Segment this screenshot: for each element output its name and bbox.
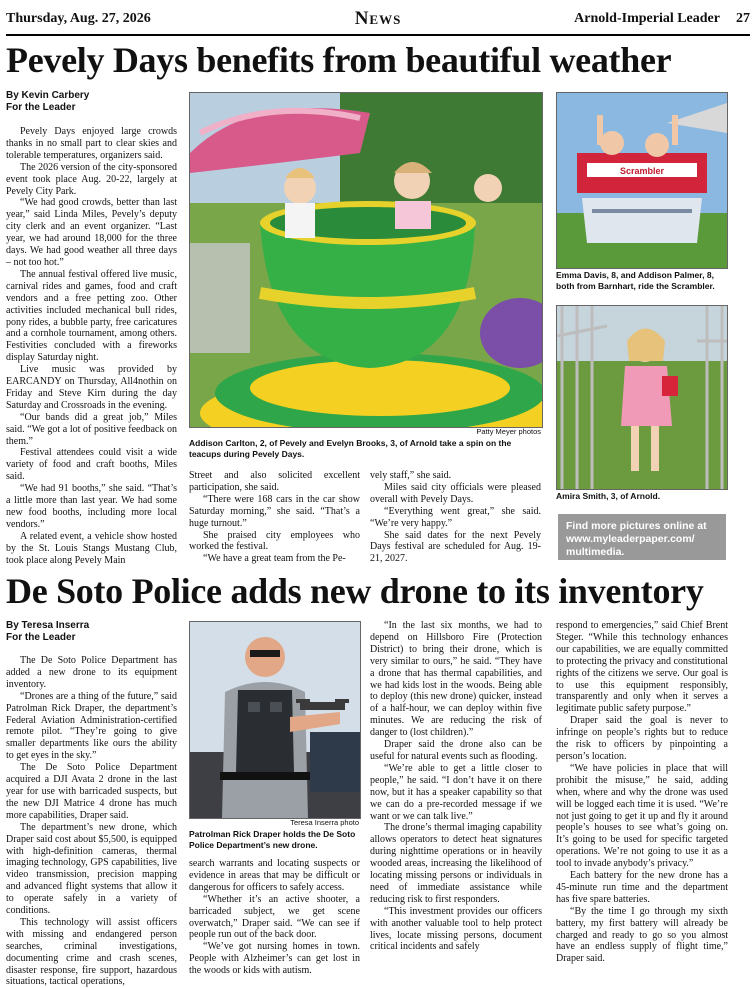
paragraph: She praised city employees who worked the festival. [189, 529, 360, 553]
byline-org: For the Leader [6, 102, 76, 113]
paper-name: Arnold-Imperial Leader [574, 11, 720, 26]
photo-credit: Teresa Inserra photo [290, 818, 359, 827]
story1-column-1 [6, 126, 177, 567]
paragraph: The De Soto Police Department acquired a DJI Avata 2 drone in the last year for use with barricaded suspects, but the new DJI Matrice 4 drone has much more capabilities, Draper said. [6, 762, 177, 821]
drone-photo [189, 621, 361, 819]
paragraph: “We have policies in place that will prohibit the misuse,” he said, adding when, where and why the drone was used will be logged each time it is used. “We’re not just going to get it up and fly it around people’s houses to see what’s going on. It’s going to be used for specific targeted operations. We’re not going to use it as a tool to invade anybody’s privacy.” [556, 762, 728, 870]
paragraph: Miles said city officials were pleased overall with Pevely Days. [370, 481, 541, 505]
story1-column-3 [370, 470, 541, 565]
story1-byline [6, 90, 182, 114]
paragraph: “We had 91 booths,” she said. “That’s a little more than last year. We had some new food booths, including more local vendors.” [6, 483, 177, 530]
page-header [6, 0, 750, 36]
more-pictures-promo[interactable]: Find more pictures online at www.myleaderpaper.com/ multimedia. [558, 514, 726, 560]
paragraph: “We’re able to get a little closer to people,” he said. “I don’t have it on there now, but it has a speaker capability so that we can do a pre-recorded message if we want or we can talk live.” [370, 762, 542, 822]
byline-name: By Kevin Carbery [6, 90, 90, 101]
section-name: News [354, 8, 402, 29]
girl-photo [556, 305, 728, 490]
paragraph: “Whether it’s an active shooter, a barricaded subject, we get scene overwatch,” Draper said. “We can see if people run out of the back door. [189, 893, 360, 941]
paragraph: vely staff,” she said. [370, 470, 452, 481]
scrambler-photo [556, 92, 728, 269]
paragraph: A related event, a vehicle show hosted by the St. Louis Stangs Mustang Club, took place along Pevely Main [6, 530, 177, 566]
teacup-photo [189, 92, 543, 428]
paragraph: “We’ve got nursing homes in town. People with Alzheimer’s can get lost in the woods or kids with autism. [189, 941, 360, 977]
paragraph: The 2026 version of the city-sponsored event took place Aug. 20-22, largely at Pevely City Park. [6, 161, 177, 197]
paragraph: “Everything went great,” she said. “We’re very happy.” [370, 505, 541, 529]
paragraph: Draper said the drone also can be useful for natural events such as flooding. [370, 739, 542, 762]
paragraph: Festival attendees could visit a wide variety of food and craft booths, Miles said. [6, 447, 177, 483]
paragraph: “We have a great team from the Pe- [203, 553, 346, 565]
story2-column-2 [189, 858, 360, 977]
story2-byline [6, 620, 182, 644]
story2-headline: De Soto Police adds new drone to its inventory [6, 571, 704, 611]
photo-caption: Patrolman Rick Draper holds the De Soto Police Department’s new drone. [189, 829, 356, 850]
scrambler-illustration [557, 93, 727, 268]
paragraph: “Drones are a thing of the future,” said Patrolman Rick Draper, the department’s Federal Aviation Administration-certified remote pilot. “They’re going to give smaller departments like ours the ability to get eyes in the sky.” [6, 690, 177, 762]
story2-column-3 [370, 620, 542, 953]
paragraph: She said dates for the next Pevely Days festival are scheduled for Aug. 19-21, 2027. [370, 529, 541, 565]
paragraph: Pevely Days enjoyed large crowds thanks in no small part to clear skies and tolerable temperatures, organizers said. [6, 126, 177, 161]
photo-caption: Amira Smith, 3, of Arnold. [556, 491, 661, 501]
paragraph: respond to emergencies,” said Chief Brent Steger. “While this technology enhances our capabilities, we are equally committed to protecting the privacy and constitutional rights of the citizens we serve. Our goal is to use this equipment responsibly, transparently and only when it serves a legitimate public safety purpose.” [556, 620, 728, 715]
paragraph: The annual festival offered live music, carnival rides and games, food and craft vendors and a free petting zoo. Other activities included mechanical bull rides, pony rides, a bubble party, free caricatures and a cornhole tournament, among others. Festivities concluded with a fireworks display Saturday night. [6, 268, 177, 364]
byline-name: By Teresa Inserra [6, 620, 90, 631]
story1-column-2 [189, 470, 360, 565]
paragraph: Draper said the goal is never to infringe on people’s rights but to reduce the risk to officers by pinpointing a person’s location. [556, 715, 728, 762]
paragraph: “This investment provides our officers with another valuable tool to help protect lives, locate missing persons, document critical incidents and safely [370, 905, 542, 953]
girl-illustration [557, 306, 727, 489]
paragraph: “By the time I go through my sixth battery, my first battery will already be charged and ready to go so you almost have an endless supply of flight time,” Draper said. [556, 905, 728, 965]
photo-credit: Patty Meyer photos [476, 427, 541, 436]
page-number: 27 [736, 11, 750, 26]
paragraph: search warrants and locating suspects or evidence in areas that may be difficult or dangerous for officers to safely access. [189, 858, 360, 893]
issue-date: Thursday, Aug. 27, 2026 [6, 11, 151, 26]
byline-org: For the Leader [6, 632, 76, 643]
paragraph: Street and also solicited excellent participation, she said. [189, 470, 360, 493]
paragraph: The department’s new drone, which Draper said cost about $5,500, is equipped with high-definition cameras, thermal imaging technology, GPS capabilities, live video transmission, precision mapping and advanced flight systems that allow it to operate safely in a variety of conditions. [6, 821, 177, 917]
paragraph: The De Soto Police Department has added a new drone to its equipment inventory. [6, 655, 177, 690]
story2-column-4 [556, 620, 728, 965]
teacup-illustration [190, 93, 542, 427]
officer-illustration [190, 622, 360, 818]
paragraph: Each battery for the new drone has a 45-minute run time and the department has five spare batteries. [556, 870, 728, 905]
paragraph: This technology will assist officers with missing and endangered person searches, criminal investigations, documenting crime and crash scenes, disaster response, fire support, hazardous situations, tactical operations, [6, 916, 177, 988]
paragraph: The drone’s thermal imaging capability allows operators to detect heat signatures during nighttime operations or in heavily wooded areas, increasing the likelihood of locating missing persons or individuals in need of immediate assistance while reducing risk to first responders. [370, 822, 542, 905]
story1-headline: Pevely Days benefits from beautiful weather [6, 40, 672, 80]
story2-column-1 [6, 655, 177, 988]
scrambler-sign: Scrambler [619, 166, 665, 176]
paragraph: “We had good crowds, better than last year,” said Linda Miles, Pevely’s deputy city clerk and an event organizer. “Last year, we had around 18,000 for the three days. We had good weather all three days – not too hot.” [6, 197, 177, 268]
photo-caption: Emma Davis, 8, and Addison Palmer, 8, both from Barnhart, ride the Scrambler. [556, 270, 715, 291]
photo-caption: Addison Carlton, 2, of Pevely and Evelyn Brooks, 3, of Arnold take a spin on the teacups during Pevely Days. [189, 438, 512, 459]
paragraph: “There were 168 cars in the car show Saturday morning,” she said. “That’s a huge turnout.” [189, 493, 360, 529]
paragraph: Live music was provided by EARCANDY on Thursday, All4nothin on Friday and Steve Kirn during the day Saturday and Crossroads in the evening. [6, 364, 177, 411]
paragraph: “In the last six months, we had to depend on Hillsboro Fire (Protection District) to bring their drone, which is very similar to ours,” he said. “They have a drone that has thermal capabilities, and we had kids lost in the woods. Being able to deploy (this new drone) quicker, instead of a half-hour, we can deploy within five minutes. We are reducing the risk of danger to (lost children).” [370, 620, 542, 739]
paragraph: “Our bands did a great job,” Miles said. “We got a lot of positive feedback on them.” [6, 411, 177, 447]
